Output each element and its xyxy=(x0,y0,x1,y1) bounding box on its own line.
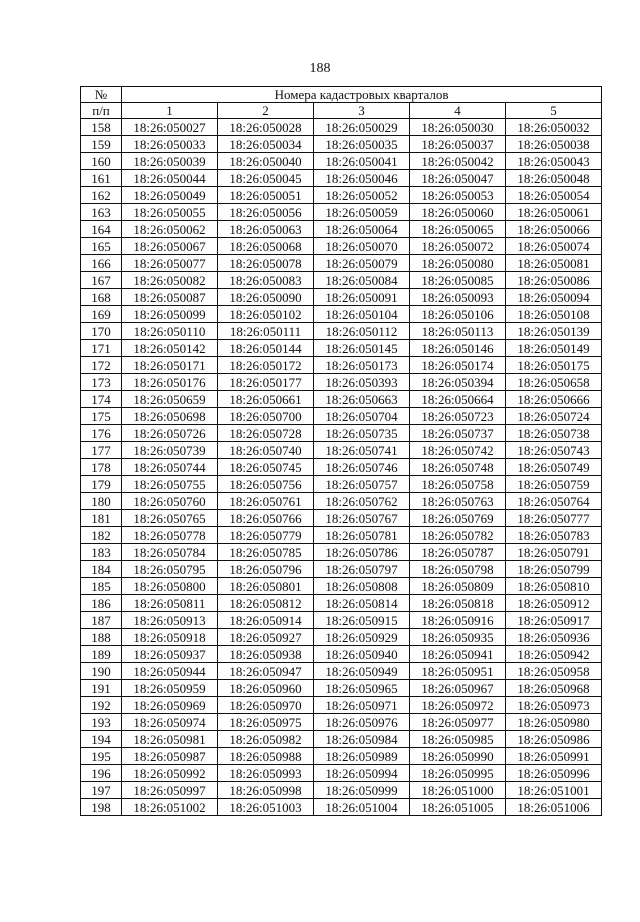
cadastral-number-cell: 18:26:050102 xyxy=(218,306,314,323)
cadastral-number-cell: 18:26:050176 xyxy=(122,374,218,391)
cadastral-number-cell: 18:26:050761 xyxy=(218,493,314,510)
cadastral-number-cell: 18:26:050795 xyxy=(122,561,218,578)
table-row xyxy=(81,731,602,748)
cadastral-number-cell: 18:26:050990 xyxy=(410,748,506,765)
cadastral-number-cell: 18:26:050034 xyxy=(218,136,314,153)
cadastral-number-cell: 18:26:050970 xyxy=(218,697,314,714)
cadastral-number-cell: 18:26:050171 xyxy=(122,357,218,374)
cadastral-number-cell: 18:26:050995 xyxy=(410,765,506,782)
table-row xyxy=(81,119,602,136)
cadastral-number-cell: 18:26:050941 xyxy=(410,646,506,663)
cadastral-number-cell: 18:26:050661 xyxy=(218,391,314,408)
table-row xyxy=(81,646,602,663)
row-number: 178 xyxy=(81,459,122,476)
cadastral-number-cell: 18:26:050779 xyxy=(218,527,314,544)
cadastral-number-cell: 18:26:050093 xyxy=(410,289,506,306)
table-row xyxy=(81,612,602,629)
cadastral-number-cell: 18:26:050740 xyxy=(218,442,314,459)
cadastral-number-cell: 18:26:050763 xyxy=(410,493,506,510)
cadastral-number-cell: 18:26:050984 xyxy=(314,731,410,748)
cadastral-number-cell: 18:26:050967 xyxy=(410,680,506,697)
table-row xyxy=(81,782,602,799)
cadastral-number-cell: 18:26:050975 xyxy=(218,714,314,731)
row-number: 175 xyxy=(81,408,122,425)
table-row xyxy=(81,765,602,782)
cadastral-number-cell: 18:26:050032 xyxy=(506,119,602,136)
row-number: 158 xyxy=(81,119,122,136)
cadastral-number-cell: 18:26:050991 xyxy=(506,748,602,765)
cadastral-number-cell: 18:26:050755 xyxy=(122,476,218,493)
cadastral-number-cell: 18:26:050048 xyxy=(506,170,602,187)
cadastral-number-cell: 18:26:051005 xyxy=(410,799,506,816)
cadastral-number-cell: 18:26:050052 xyxy=(314,187,410,204)
cadastral-number-cell: 18:26:050940 xyxy=(314,646,410,663)
cadastral-number-cell: 18:26:050976 xyxy=(314,714,410,731)
cadastral-number-cell: 18:26:050078 xyxy=(218,255,314,272)
row-number: 174 xyxy=(81,391,122,408)
row-number: 185 xyxy=(81,578,122,595)
cadastral-number-cell: 18:26:050082 xyxy=(122,272,218,289)
cadastral-number-cell: 18:26:050174 xyxy=(410,357,506,374)
cadastral-number-cell: 18:26:050027 xyxy=(122,119,218,136)
cadastral-number-cell: 18:26:050912 xyxy=(506,595,602,612)
cadastral-number-cell: 18:26:050070 xyxy=(314,238,410,255)
cadastral-number-cell: 18:26:050987 xyxy=(122,748,218,765)
row-number: 170 xyxy=(81,323,122,340)
cadastral-number-cell: 18:26:050749 xyxy=(506,459,602,476)
cadastral-number-cell: 18:26:050985 xyxy=(410,731,506,748)
cadastral-number-cell: 18:26:050059 xyxy=(314,204,410,221)
cadastral-number-cell: 18:26:050951 xyxy=(410,663,506,680)
cadastral-number-cell: 18:26:050068 xyxy=(218,238,314,255)
table-row xyxy=(81,357,602,374)
row-number: 161 xyxy=(81,170,122,187)
row-number: 187 xyxy=(81,612,122,629)
cadastral-number-cell: 18:26:050054 xyxy=(506,187,602,204)
row-number: 184 xyxy=(81,561,122,578)
row-number: 160 xyxy=(81,153,122,170)
table-row xyxy=(81,595,602,612)
cadastral-number-cell: 18:26:050142 xyxy=(122,340,218,357)
cadastral-number-cell: 18:26:051006 xyxy=(506,799,602,816)
cadastral-number-cell: 18:26:050959 xyxy=(122,680,218,697)
header-column: 2 xyxy=(218,103,314,119)
cadastral-number-cell: 18:26:050033 xyxy=(122,136,218,153)
table-row xyxy=(81,510,602,527)
cadastral-number-cell: 18:26:050785 xyxy=(218,544,314,561)
cadastral-number-cell: 18:26:050999 xyxy=(314,782,410,799)
cadastral-number-cell: 18:26:050746 xyxy=(314,459,410,476)
header-column: 3 xyxy=(314,103,410,119)
cadastral-number-cell: 18:26:050737 xyxy=(410,425,506,442)
table-row xyxy=(81,323,602,340)
cadastral-number-cell: 18:26:050937 xyxy=(122,646,218,663)
cadastral-number-cell: 18:26:050992 xyxy=(122,765,218,782)
table-row xyxy=(81,578,602,595)
cadastral-number-cell: 18:26:050760 xyxy=(122,493,218,510)
cadastral-number-cell: 18:26:050149 xyxy=(506,340,602,357)
cadastral-number-cell: 18:26:050968 xyxy=(506,680,602,697)
row-number: 169 xyxy=(81,306,122,323)
table-row xyxy=(81,663,602,680)
cadastral-number-cell: 18:26:050982 xyxy=(218,731,314,748)
cadastral-number-cell: 18:26:050028 xyxy=(218,119,314,136)
cadastral-number-cell: 18:26:050810 xyxy=(506,578,602,595)
table-row xyxy=(81,493,602,510)
cadastral-number-cell: 18:26:050796 xyxy=(218,561,314,578)
row-number: 168 xyxy=(81,289,122,306)
row-number: 189 xyxy=(81,646,122,663)
cadastral-number-cell: 18:26:050938 xyxy=(218,646,314,663)
cadastral-number-cell: 18:26:050091 xyxy=(314,289,410,306)
cadastral-number-cell: 18:26:050766 xyxy=(218,510,314,527)
cadastral-number-cell: 18:26:050765 xyxy=(122,510,218,527)
cadastral-number-cell: 18:26:050927 xyxy=(218,629,314,646)
cadastral-number-cell: 18:26:050145 xyxy=(314,340,410,357)
table-row xyxy=(81,544,602,561)
table-row xyxy=(81,799,602,816)
cadastral-number-cell: 18:26:050051 xyxy=(218,187,314,204)
cadastral-number-cell: 18:26:050757 xyxy=(314,476,410,493)
row-number: 165 xyxy=(81,238,122,255)
table-row xyxy=(81,527,602,544)
table-row xyxy=(81,442,602,459)
cadastral-number-cell: 18:26:050914 xyxy=(218,612,314,629)
cadastral-number-cell: 18:26:050077 xyxy=(122,255,218,272)
cadastral-number-cell: 18:26:050787 xyxy=(410,544,506,561)
cadastral-number-cell: 18:26:050064 xyxy=(314,221,410,238)
row-number: 179 xyxy=(81,476,122,493)
table-row xyxy=(81,476,602,493)
cadastral-quarters-table xyxy=(80,86,602,816)
cadastral-number-cell: 18:26:050037 xyxy=(410,136,506,153)
table-row xyxy=(81,748,602,765)
cadastral-number-cell: 18:26:050108 xyxy=(506,306,602,323)
row-number: 177 xyxy=(81,442,122,459)
row-number: 159 xyxy=(81,136,122,153)
cadastral-number-cell: 18:26:050973 xyxy=(506,697,602,714)
cadastral-number-cell: 18:26:050658 xyxy=(506,374,602,391)
cadastral-number-cell: 18:26:050175 xyxy=(506,357,602,374)
cadastral-number-cell: 18:26:050743 xyxy=(506,442,602,459)
cadastral-number-cell: 18:26:050139 xyxy=(506,323,602,340)
cadastral-number-cell: 18:26:050047 xyxy=(410,170,506,187)
cadastral-number-cell: 18:26:050065 xyxy=(410,221,506,238)
cadastral-number-cell: 18:26:050742 xyxy=(410,442,506,459)
cadastral-number-cell: 18:26:050083 xyxy=(218,272,314,289)
header-column: 5 xyxy=(506,103,602,119)
table-row xyxy=(81,714,602,731)
cadastral-number-cell: 18:26:050111 xyxy=(218,323,314,340)
table-row xyxy=(81,561,602,578)
cadastral-number-cell: 18:26:051002 xyxy=(122,799,218,816)
row-number: 190 xyxy=(81,663,122,680)
cadastral-number-cell: 18:26:050997 xyxy=(122,782,218,799)
cadastral-number-cell: 18:26:050981 xyxy=(122,731,218,748)
row-number: 194 xyxy=(81,731,122,748)
row-number: 198 xyxy=(81,799,122,816)
page-number: 188 xyxy=(309,61,331,76)
cadastral-number-cell: 18:26:050087 xyxy=(122,289,218,306)
cadastral-number-cell: 18:26:050044 xyxy=(122,170,218,187)
cadastral-number-cell: 18:26:050704 xyxy=(314,408,410,425)
cadastral-number-cell: 18:26:050762 xyxy=(314,493,410,510)
cadastral-number-cell: 18:26:050055 xyxy=(122,204,218,221)
cadastral-number-cell: 18:26:050066 xyxy=(506,221,602,238)
table-row xyxy=(81,204,602,221)
cadastral-number-cell: 18:26:050726 xyxy=(122,425,218,442)
cadastral-number-cell: 18:26:050700 xyxy=(218,408,314,425)
cadastral-number-cell: 18:26:050777 xyxy=(506,510,602,527)
row-number: 167 xyxy=(81,272,122,289)
cadastral-number-cell: 18:26:050177 xyxy=(218,374,314,391)
cadastral-number-cell: 18:26:050666 xyxy=(506,391,602,408)
cadastral-number-cell: 18:26:050965 xyxy=(314,680,410,697)
table-row xyxy=(81,340,602,357)
cadastral-number-cell: 18:26:050769 xyxy=(410,510,506,527)
cadastral-number-cell: 18:26:050723 xyxy=(410,408,506,425)
cadastral-number-cell: 18:26:050173 xyxy=(314,357,410,374)
cadastral-number-cell: 18:26:050744 xyxy=(122,459,218,476)
table-row xyxy=(81,272,602,289)
row-number: 181 xyxy=(81,510,122,527)
row-number: 195 xyxy=(81,748,122,765)
cadastral-number-cell: 18:26:050811 xyxy=(122,595,218,612)
cadastral-number-cell: 18:26:050916 xyxy=(410,612,506,629)
cadastral-number-cell: 18:26:050996 xyxy=(506,765,602,782)
cadastral-number-cell: 18:26:050758 xyxy=(410,476,506,493)
cadastral-number-cell: 18:26:050035 xyxy=(314,136,410,153)
cadastral-number-cell: 18:26:050104 xyxy=(314,306,410,323)
cadastral-number-cell: 18:26:050972 xyxy=(410,697,506,714)
cadastral-number-cell: 18:26:050144 xyxy=(218,340,314,357)
cadastral-number-cell: 18:26:050090 xyxy=(218,289,314,306)
cadastral-number-cell: 18:26:050988 xyxy=(218,748,314,765)
cadastral-number-cell: 18:26:050086 xyxy=(506,272,602,289)
row-number: 193 xyxy=(81,714,122,731)
cadastral-number-cell: 18:26:050764 xyxy=(506,493,602,510)
cadastral-number-cell: 18:26:050915 xyxy=(314,612,410,629)
cadastral-number-cell: 18:26:050798 xyxy=(410,561,506,578)
cadastral-number-cell: 18:26:050949 xyxy=(314,663,410,680)
cadastral-number-cell: 18:26:050986 xyxy=(506,731,602,748)
cadastral-number-cell: 18:26:050799 xyxy=(506,561,602,578)
row-number: 192 xyxy=(81,697,122,714)
row-number: 163 xyxy=(81,204,122,221)
cadastral-number-cell: 18:26:050993 xyxy=(218,765,314,782)
cadastral-number-cell: 18:26:050043 xyxy=(506,153,602,170)
cadastral-number-cell: 18:26:050113 xyxy=(410,323,506,340)
cadastral-number-cell: 18:26:050913 xyxy=(122,612,218,629)
row-number: 183 xyxy=(81,544,122,561)
header-group-title: Номера кадастровых кварталов xyxy=(122,87,602,103)
cadastral-number-cell: 18:26:050778 xyxy=(122,527,218,544)
cadastral-number-cell: 18:26:050085 xyxy=(410,272,506,289)
cadastral-number-cell: 18:26:050782 xyxy=(410,527,506,544)
cadastral-number-cell: 18:26:050056 xyxy=(218,204,314,221)
cadastral-number-cell: 18:26:050663 xyxy=(314,391,410,408)
cadastral-number-cell: 18:26:050049 xyxy=(122,187,218,204)
cadastral-number-cell: 18:26:050738 xyxy=(506,425,602,442)
cadastral-number-cell: 18:26:051000 xyxy=(410,782,506,799)
cadastral-number-cell: 18:26:050791 xyxy=(506,544,602,561)
table-row xyxy=(81,408,602,425)
cadastral-number-cell: 18:26:050081 xyxy=(506,255,602,272)
cadastral-number-cell: 18:26:050084 xyxy=(314,272,410,289)
table-row xyxy=(81,170,602,187)
cadastral-number-cell: 18:26:051003 xyxy=(218,799,314,816)
row-number: 171 xyxy=(81,340,122,357)
cadastral-number-cell: 18:26:050029 xyxy=(314,119,410,136)
cadastral-number-cell: 18:26:050974 xyxy=(122,714,218,731)
cadastral-number-cell: 18:26:050935 xyxy=(410,629,506,646)
cadastral-number-cell: 18:26:050739 xyxy=(122,442,218,459)
cadastral-number-cell: 18:26:050971 xyxy=(314,697,410,714)
row-number: 176 xyxy=(81,425,122,442)
row-number: 162 xyxy=(81,187,122,204)
row-number: 196 xyxy=(81,765,122,782)
cadastral-number-cell: 18:26:050106 xyxy=(410,306,506,323)
cadastral-number-cell: 18:26:051001 xyxy=(506,782,602,799)
cadastral-number-cell: 18:26:050801 xyxy=(218,578,314,595)
table-row xyxy=(81,136,602,153)
cadastral-number-cell: 18:26:050067 xyxy=(122,238,218,255)
row-number: 166 xyxy=(81,255,122,272)
row-number: 197 xyxy=(81,782,122,799)
cadastral-number-cell: 18:26:050659 xyxy=(122,391,218,408)
cadastral-number-cell: 18:26:050786 xyxy=(314,544,410,561)
table-row xyxy=(81,221,602,238)
cadastral-number-cell: 18:26:050041 xyxy=(314,153,410,170)
cadastral-number-cell: 18:26:050759 xyxy=(506,476,602,493)
cadastral-number-cell: 18:26:050080 xyxy=(410,255,506,272)
row-number: 186 xyxy=(81,595,122,612)
cadastral-number-cell: 18:26:050998 xyxy=(218,782,314,799)
cadastral-number-cell: 18:26:050038 xyxy=(506,136,602,153)
cadastral-number-cell: 18:26:050918 xyxy=(122,629,218,646)
cadastral-number-cell: 18:26:050958 xyxy=(506,663,602,680)
cadastral-number-cell: 18:26:050917 xyxy=(506,612,602,629)
cadastral-number-cell: 18:26:050942 xyxy=(506,646,602,663)
cadastral-number-cell: 18:26:050046 xyxy=(314,170,410,187)
table-row xyxy=(81,153,602,170)
cadastral-number-cell: 18:26:050072 xyxy=(410,238,506,255)
cadastral-number-cell: 18:26:050756 xyxy=(218,476,314,493)
cadastral-number-cell: 18:26:050063 xyxy=(218,221,314,238)
cadastral-number-cell: 18:26:050061 xyxy=(506,204,602,221)
table-row xyxy=(81,374,602,391)
cadastral-number-cell: 18:26:050800 xyxy=(122,578,218,595)
table-row xyxy=(81,459,602,476)
table-row xyxy=(81,697,602,714)
table-body xyxy=(81,119,602,816)
cadastral-number-cell: 18:26:050784 xyxy=(122,544,218,561)
cadastral-number-cell: 18:26:050741 xyxy=(314,442,410,459)
cadastral-number-cell: 18:26:050929 xyxy=(314,629,410,646)
cadastral-number-cell: 18:26:050944 xyxy=(122,663,218,680)
cadastral-number-cell: 18:26:050977 xyxy=(410,714,506,731)
row-number: 180 xyxy=(81,493,122,510)
cadastral-number-cell: 18:26:050812 xyxy=(218,595,314,612)
cadastral-number-cell: 18:26:050079 xyxy=(314,255,410,272)
cadastral-number-cell: 18:26:050814 xyxy=(314,595,410,612)
cadastral-number-cell: 18:26:050818 xyxy=(410,595,506,612)
table-row xyxy=(81,289,602,306)
cadastral-number-cell: 18:26:050074 xyxy=(506,238,602,255)
table-row xyxy=(81,255,602,272)
header-number-top: № xyxy=(81,87,122,103)
table-row xyxy=(81,306,602,323)
cadastral-number-cell: 18:26:050172 xyxy=(218,357,314,374)
cadastral-number-cell: 18:26:050936 xyxy=(506,629,602,646)
cadastral-number-cell: 18:26:050099 xyxy=(122,306,218,323)
cadastral-number-cell: 18:26:050767 xyxy=(314,510,410,527)
cadastral-number-cell: 18:26:050664 xyxy=(410,391,506,408)
cadastral-number-cell: 18:26:051004 xyxy=(314,799,410,816)
cadastral-number-cell: 18:26:050969 xyxy=(122,697,218,714)
cadastral-number-cell: 18:26:050980 xyxy=(506,714,602,731)
cadastral-number-cell: 18:26:050030 xyxy=(410,119,506,136)
row-number: 182 xyxy=(81,527,122,544)
cadastral-number-cell: 18:26:050060 xyxy=(410,204,506,221)
row-number: 173 xyxy=(81,374,122,391)
row-number: 164 xyxy=(81,221,122,238)
cadastral-number-cell: 18:26:050393 xyxy=(314,374,410,391)
cadastral-number-cell: 18:26:050039 xyxy=(122,153,218,170)
cadastral-number-cell: 18:26:050748 xyxy=(410,459,506,476)
cadastral-number-cell: 18:26:050112 xyxy=(314,323,410,340)
row-number: 172 xyxy=(81,357,122,374)
row-number: 191 xyxy=(81,680,122,697)
cadastral-number-cell: 18:26:050960 xyxy=(218,680,314,697)
cadastral-number-cell: 18:26:050809 xyxy=(410,578,506,595)
cadastral-number-cell: 18:26:050947 xyxy=(218,663,314,680)
header-column: 1 xyxy=(122,103,218,119)
cadastral-number-cell: 18:26:050053 xyxy=(410,187,506,204)
cadastral-number-cell: 18:26:050994 xyxy=(314,765,410,782)
table-row xyxy=(81,425,602,442)
table-row xyxy=(81,238,602,255)
cadastral-number-cell: 18:26:050808 xyxy=(314,578,410,595)
cadastral-number-cell: 18:26:050094 xyxy=(506,289,602,306)
cadastral-number-cell: 18:26:050110 xyxy=(122,323,218,340)
cadastral-number-cell: 18:26:050045 xyxy=(218,170,314,187)
cadastral-number-cell: 18:26:050745 xyxy=(218,459,314,476)
table-row xyxy=(81,391,602,408)
header-column: 4 xyxy=(410,103,506,119)
cadastral-number-cell: 18:26:050724 xyxy=(506,408,602,425)
cadastral-number-cell: 18:26:050394 xyxy=(410,374,506,391)
cadastral-number-cell: 18:26:050146 xyxy=(410,340,506,357)
cadastral-number-cell: 18:26:050698 xyxy=(122,408,218,425)
row-number: 188 xyxy=(81,629,122,646)
header-number-bottom: п/п xyxy=(81,103,122,119)
cadastral-number-cell: 18:26:050781 xyxy=(314,527,410,544)
table-row xyxy=(81,680,602,697)
cadastral-number-cell: 18:26:050783 xyxy=(506,527,602,544)
cadastral-number-cell: 18:26:050042 xyxy=(410,153,506,170)
table-row xyxy=(81,187,602,204)
table-row xyxy=(81,629,602,646)
cadastral-number-cell: 18:26:050040 xyxy=(218,153,314,170)
cadastral-number-cell: 18:26:050728 xyxy=(218,425,314,442)
cadastral-number-cell: 18:26:050797 xyxy=(314,561,410,578)
cadastral-number-cell: 18:26:050989 xyxy=(314,748,410,765)
cadastral-number-cell: 18:26:050735 xyxy=(314,425,410,442)
cadastral-number-cell: 18:26:050062 xyxy=(122,221,218,238)
